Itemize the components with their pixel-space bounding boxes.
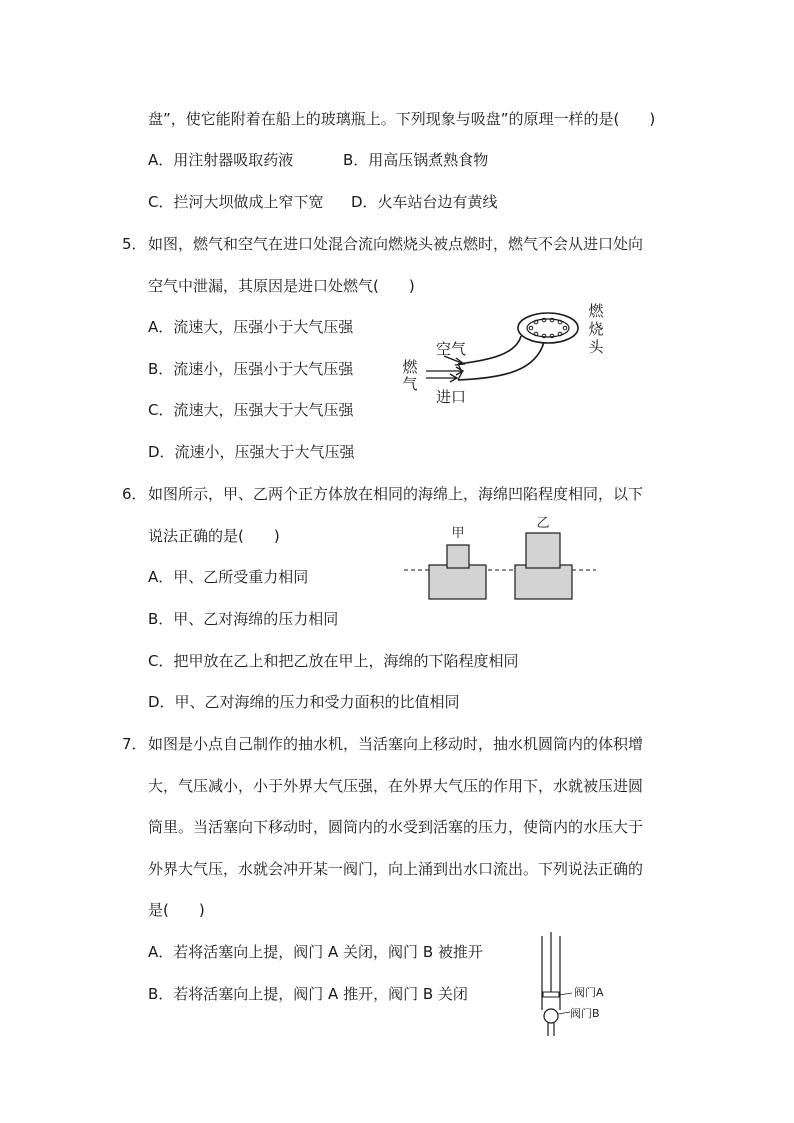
piston-with-valve-a bbox=[543, 992, 559, 997]
q6-option-b: B．甲、乙对海绵的压力相同 bbox=[148, 610, 339, 628]
q5-option-c: C．流速大，压强大于大气压强 bbox=[148, 401, 354, 419]
cube-jia bbox=[447, 545, 469, 568]
q7-stem-line-4: 外界大气压，水就会冲开某一阀门，向上涌到出水口流出。下列说法正确的 bbox=[148, 860, 644, 878]
q7-stem-line-3: 筒里。当活塞向下移动时，圆筒内的水受到活塞的压力，使筒内的水压大于 bbox=[148, 818, 644, 836]
q7-stem-line-1: 如图是小点自己制作的抽水机，当活塞向上移动时，抽水机圆筒内的体积增 bbox=[148, 735, 644, 753]
q4-option-d: D．火车站台边有黄线 bbox=[351, 193, 498, 211]
cube-yi bbox=[526, 533, 560, 568]
gas-label-char-1: 燃 bbox=[402, 358, 418, 376]
inlet-label: 进口 bbox=[436, 388, 467, 406]
q5-option-d: D．流速小，压强大于大气压强 bbox=[148, 443, 355, 461]
valve-a-leader bbox=[559, 993, 572, 995]
water-pump-figure bbox=[512, 930, 616, 1042]
q7-option-a: A．若将活塞向上提，阀门 A 关闭，阀门 B 被推开 bbox=[148, 943, 483, 961]
gas-label-char-2: 气 bbox=[402, 375, 418, 393]
q6-option-a: A．甲、乙所受重力相同 bbox=[148, 568, 309, 586]
sponge-left bbox=[429, 565, 486, 599]
q7-option-b: B．若将活塞向上提，阀门 A 推开，阀门 B 关闭 bbox=[148, 985, 468, 1003]
air-label: 空气 bbox=[436, 340, 467, 358]
q6-option-c: C．把甲放在乙上和把乙放在甲上，海绵的下陷程度相同 bbox=[148, 652, 519, 670]
burner-label-char-2: 烧 bbox=[588, 320, 604, 338]
label-yi: 乙 bbox=[536, 516, 550, 531]
q6-number: 6． bbox=[122, 485, 147, 503]
q5-stem-line-2: 空气中泄漏，其原因是进口处燃气( ) bbox=[148, 277, 415, 295]
burner-label-char-1: 燃 bbox=[588, 302, 604, 320]
q5-option-a: A．流速大，压强小于大气压强 bbox=[148, 318, 354, 336]
gas-pipe bbox=[458, 336, 544, 380]
q4-option-c: C．拦河大坝做成上窄下宽 bbox=[148, 193, 324, 211]
q5-number: 5． bbox=[122, 235, 147, 253]
q5-stem-line-1: 如图，燃气和空气在进口处混合流向燃烧头被点燃时，燃气不会从进口处向 bbox=[148, 235, 644, 253]
q7-stem-line-2: 大，气压减小，小于外界大气压强，在外界大气压的作用下，水就被压进圆 bbox=[148, 777, 644, 795]
valve-b-label: 阀门B bbox=[570, 1007, 600, 1020]
q6-stem-line-2: 说法正确的是( ) bbox=[148, 527, 280, 545]
burner-label-char-3: 头 bbox=[588, 338, 604, 356]
q6-option-d: D．甲、乙对海绵的压力和受力面积的比值相同 bbox=[148, 693, 460, 711]
sponge-cubes-figure bbox=[402, 514, 598, 604]
q7-number: 7． bbox=[122, 735, 147, 753]
gas-burner-figure bbox=[396, 298, 614, 410]
q7-stem-line-5: 是( ) bbox=[148, 901, 205, 919]
q6-stem-line-1: 如图所示，甲、乙两个正方体放在相同的海绵上，海绵凹陷程度相同，以下 bbox=[148, 485, 644, 503]
sponge-right bbox=[515, 565, 572, 599]
valve-b bbox=[544, 1009, 558, 1023]
burner-head bbox=[518, 313, 578, 343]
q5-option-b: B．流速小，压强小于大气压强 bbox=[148, 360, 354, 378]
q4-stem-continued: 盘”，使它能附着在船上的玻璃瓶上。下列现象与吸盘”的原理一样的是( ) bbox=[148, 110, 656, 128]
label-jia: 甲 bbox=[451, 526, 465, 541]
q4-option-a: A．用注射器吸取药液 bbox=[148, 151, 294, 169]
gas-flow-arrows bbox=[426, 367, 463, 382]
q4-option-b: B．用高压锅煮熟食物 bbox=[343, 151, 489, 169]
valve-b-leader bbox=[558, 1012, 570, 1014]
valve-a-label: 阀门A bbox=[574, 986, 604, 999]
